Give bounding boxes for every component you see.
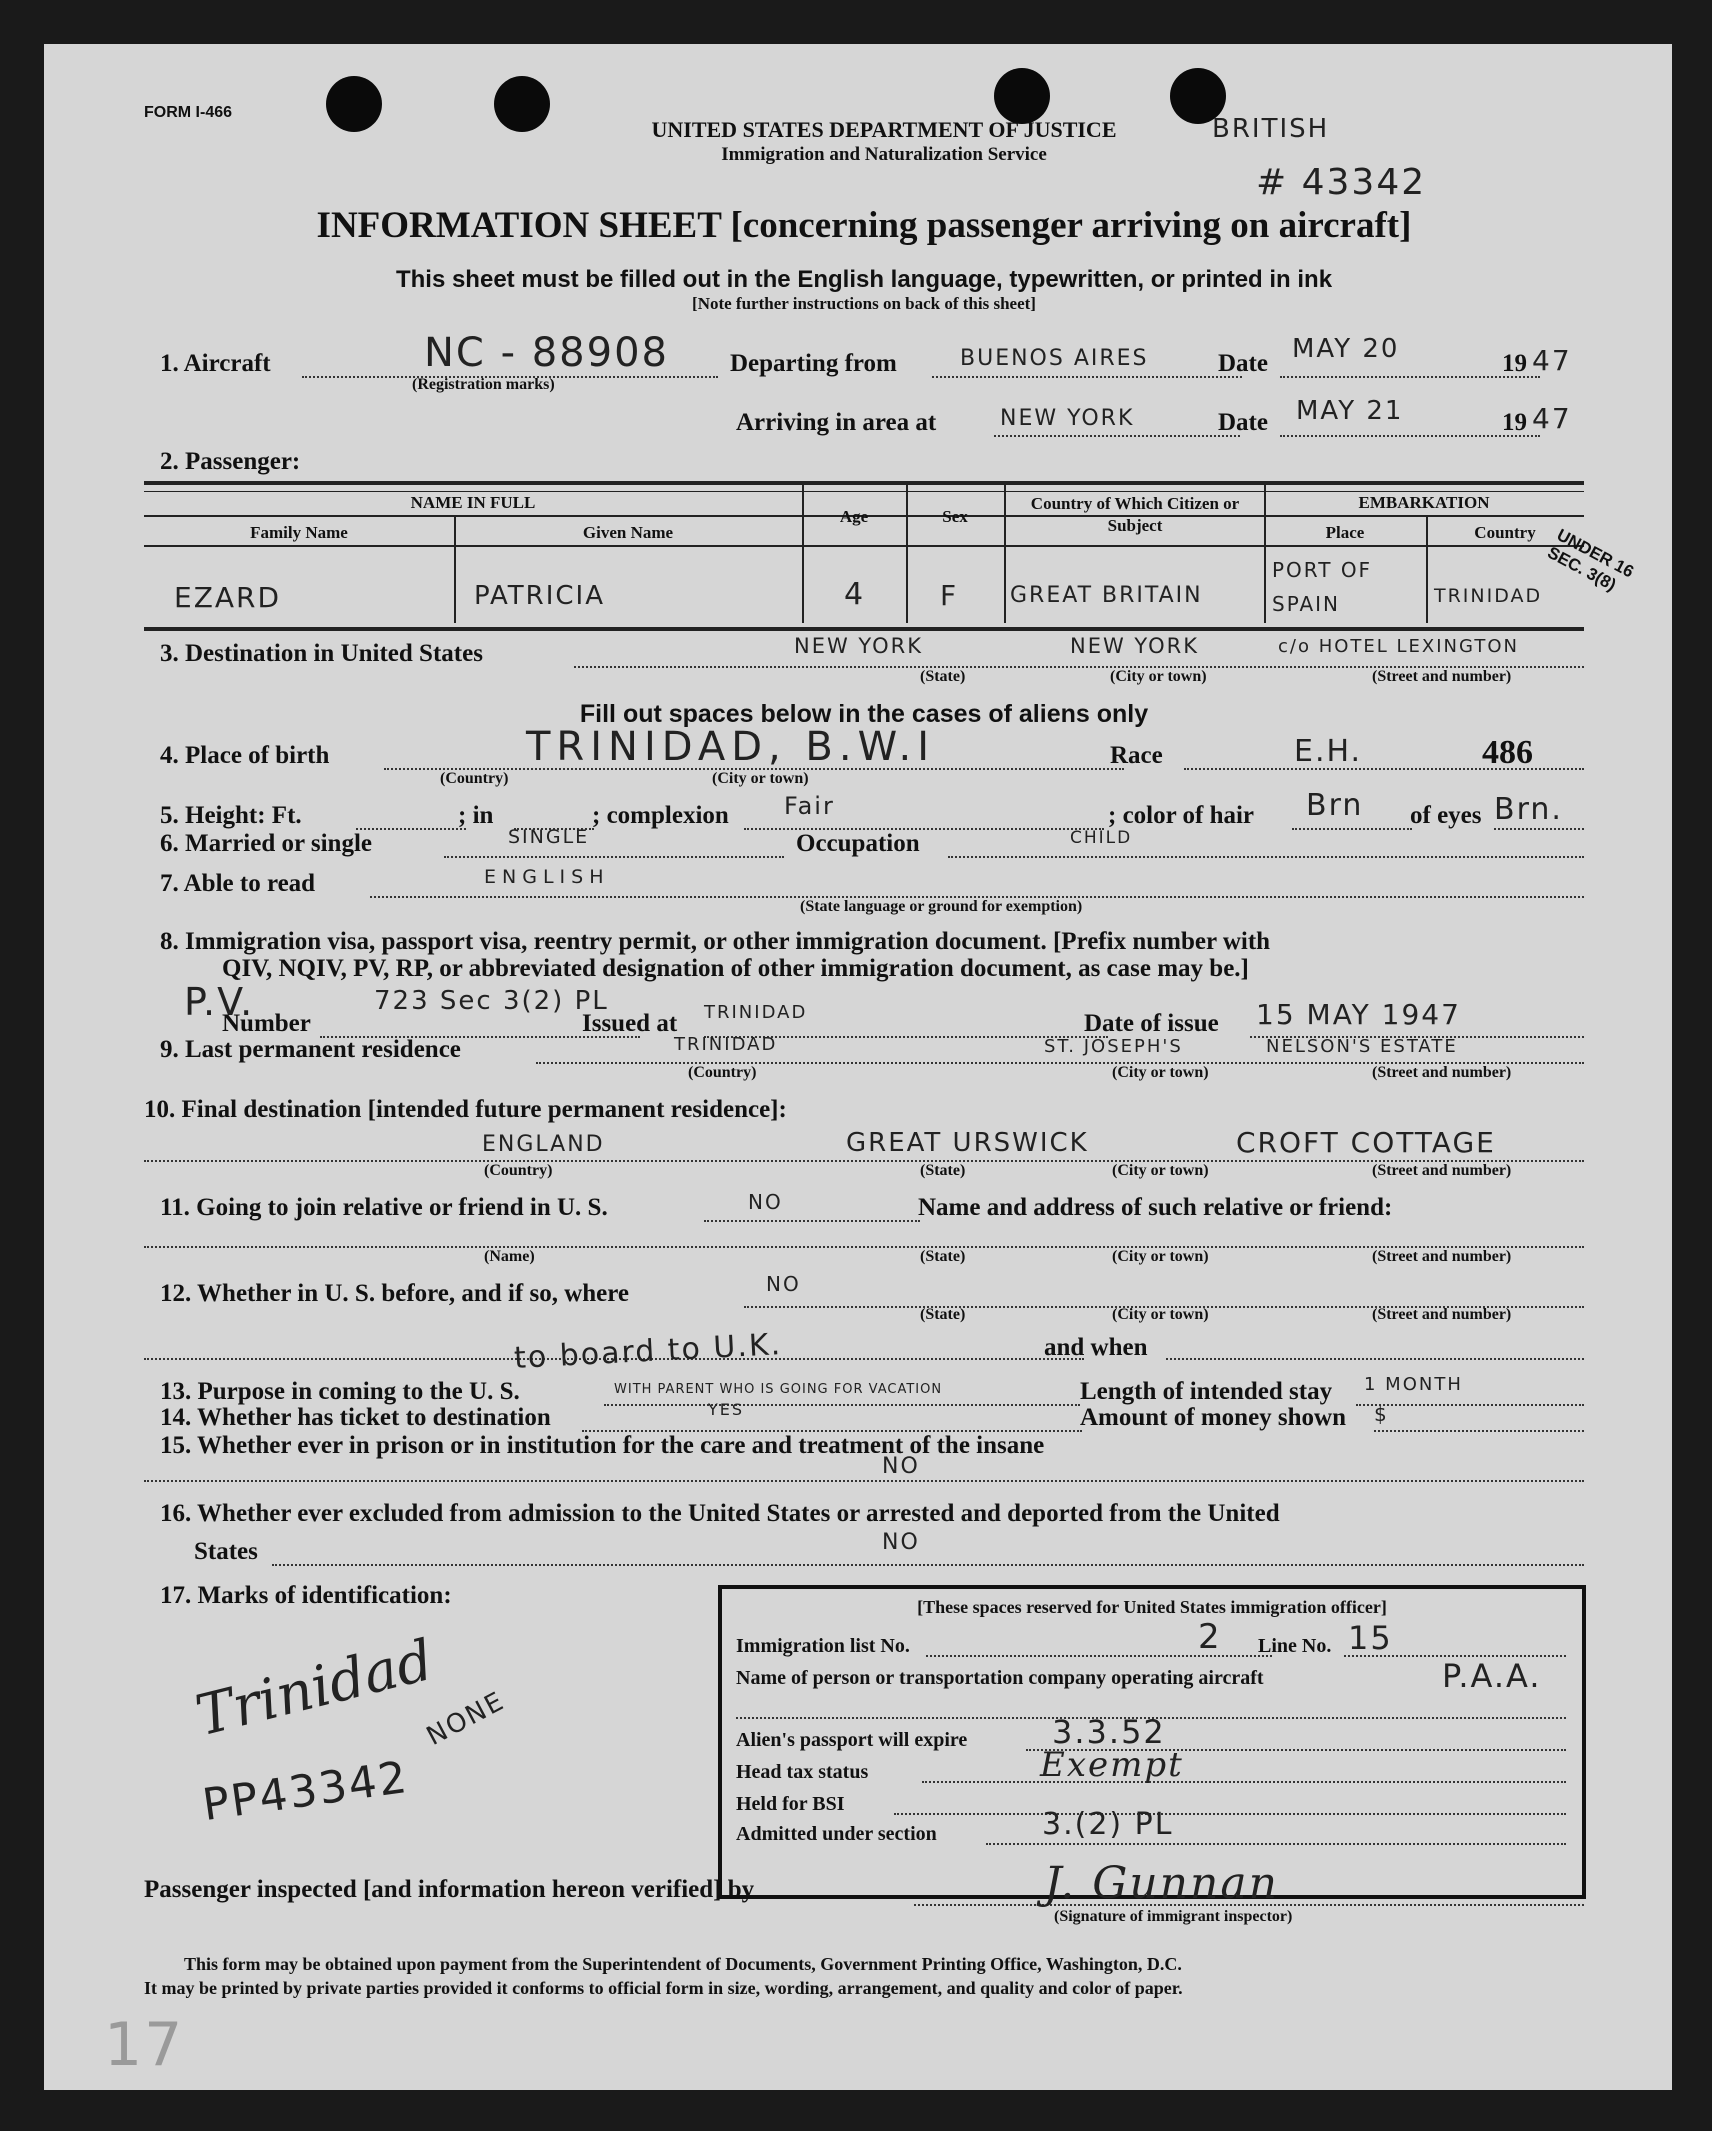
company-value: P.A.A.: [1442, 1657, 1542, 1695]
form-number: FORM I-466: [144, 104, 233, 121]
married-label: 6. Married or single: [160, 830, 372, 857]
passport-value: 3.3.52: [1052, 1713, 1166, 1751]
residence-caption-country: (Country): [688, 1064, 757, 1081]
before-label: 12. Whether in U. S. before, and if so, where: [160, 1280, 629, 1307]
list-value: 2: [1198, 1617, 1222, 1657]
inspected-label: Passenger inspected [and information hereon verified] by: [144, 1876, 755, 1903]
read-label: 7. Able to read: [160, 870, 316, 897]
occupation-label: Occupation: [796, 830, 920, 857]
residence-label: 9. Last permanent residence: [160, 1036, 461, 1063]
read-caption: (State language or ground for exemption): [800, 898, 1083, 915]
race-code: 486: [1482, 734, 1533, 771]
departing-label: Departing from: [730, 350, 897, 377]
registration-caption: (Registration marks): [412, 376, 555, 393]
under-16-stamp: UNDER 16 SEC. 3(8): [1544, 525, 1637, 595]
money-value: $: [1374, 1402, 1389, 1426]
footer-line-2: It may be printed by private parties provided it conforms to official form in size, wording, arrangement, and quality and color of paper.: [144, 1978, 1183, 1998]
headtax-label: Head tax status: [736, 1761, 869, 1783]
final-dest-caption-state: (State): [920, 1162, 966, 1179]
birth-caption-city: (City or town): [712, 770, 809, 787]
age-value: 4: [844, 577, 866, 612]
departing-year-prefix: 19: [1502, 350, 1527, 377]
eyes-value: Brn.: [1494, 792, 1563, 827]
race-label: Race: [1110, 742, 1163, 769]
join-label: 11. Going to join relative or friend in U. S.: [160, 1194, 608, 1221]
final-dest-state: GREAT URSWICK: [846, 1128, 1089, 1158]
information-sheet: [44, 44, 1672, 2090]
arriving-year: 47: [1532, 402, 1572, 435]
caption-state: (State): [920, 668, 966, 685]
money-label: Amount of money shown: [1080, 1404, 1347, 1431]
visa-issued-label: Issued at: [582, 1010, 678, 1037]
header-sex: Sex: [942, 507, 968, 526]
bsi-label: Held for BSI: [736, 1793, 845, 1815]
arriving-value: NEW YORK: [1000, 406, 1135, 431]
caption-street: (Street and number): [1372, 668, 1512, 685]
join-name-address-label: Name and address of such relative or friend:: [918, 1194, 1393, 1221]
hair-value: Brn: [1306, 788, 1364, 823]
header-age: Age: [839, 507, 869, 526]
signature-caption: (Signature of immigrant inspector): [1054, 1908, 1293, 1925]
arriving-year-prefix: 19: [1502, 409, 1527, 436]
hair-label: ; color of hair: [1108, 802, 1255, 829]
before-caption-city: (City or town): [1112, 1306, 1209, 1323]
headtax-value: Exempt: [1040, 1745, 1184, 1785]
punch-hole: [494, 76, 550, 132]
departing-date-value: MAY 20: [1292, 334, 1400, 364]
inspector-signature: J. Gunnan: [1044, 1858, 1279, 1909]
visa-label: 8. Immigration visa, passport visa, reentry permit, or other immigration document. [Prefix number with: [160, 928, 1271, 955]
excluded-value: NO: [882, 1530, 920, 1555]
stay-value: 1 MONTH: [1364, 1374, 1463, 1395]
purpose-label: 13. Purpose in coming to the U. S.: [160, 1378, 520, 1405]
join-value: NO: [748, 1190, 783, 1214]
marks-handwritten-trinidad: Trinidad: [189, 1627, 440, 1750]
marks-handwritten-pp: PP43342: [199, 1751, 412, 1832]
prison-value: NO: [882, 1454, 920, 1479]
purpose-scribble: to board to U.K.: [513, 1327, 783, 1376]
departing-date-label: Date: [1218, 350, 1268, 377]
eyes-label: of eyes: [1410, 802, 1482, 829]
join-caption-street: (Street and number): [1372, 1248, 1512, 1265]
birth-value: TRINIDAD, B.W.I: [526, 724, 936, 770]
purpose-value: WITH PARENT WHO IS GOING FOR VACATION: [614, 1382, 943, 1397]
header-family-name: Family Name: [250, 523, 348, 542]
residence-street: NELSON'S ESTATE: [1266, 1036, 1458, 1057]
birth-caption-country: (Country): [440, 770, 509, 787]
passenger-label: 2. Passenger:: [160, 448, 301, 475]
inches-label: ; in: [458, 802, 494, 829]
occupation-value: CHILD: [1070, 828, 1133, 848]
header-embarkation: EMBARKATION: [1358, 493, 1490, 512]
final-dest-caption-street: (Street and number): [1372, 1162, 1512, 1179]
header-name-in-full: NAME IN FULL: [410, 493, 536, 512]
destination-city: NEW YORK: [1070, 634, 1199, 658]
header-place: Place: [1325, 523, 1365, 542]
married-value: SINGLE: [508, 826, 590, 848]
visa-number-value: 723 Sec 3(2) PL: [374, 986, 609, 1016]
birth-label: 4. Place of birth: [160, 742, 330, 769]
final-dest-street: CROFT COTTAGE: [1236, 1126, 1496, 1159]
excluded-label-2: States: [194, 1538, 258, 1565]
company-label: Name of person or transportation company operating aircraft: [736, 1667, 1264, 1689]
join-caption-city: (City or town): [1112, 1248, 1209, 1265]
destination-street: c/o HOTEL LEXINGTON: [1278, 636, 1519, 657]
complexion-label: ; complexion: [592, 802, 729, 829]
final-dest-country: ENGLAND: [482, 1132, 605, 1157]
handwritten-nationality: BRITISH: [1212, 114, 1330, 144]
handwritten-case-number: # 43342: [1256, 162, 1427, 203]
line-value: 15: [1348, 1619, 1393, 1657]
officer-box-title: [These spaces reserved for United States immigration officer]: [917, 1597, 1387, 1617]
and-when-label: and when: [1044, 1334, 1148, 1361]
final-destination-label: 10. Final destination [intended future permanent residence]:: [144, 1096, 787, 1123]
visa-date-label: Date of issue: [1084, 1010, 1219, 1037]
departing-year: 47: [1532, 344, 1572, 377]
prison-label: 15. Whether ever in prison or in institution for the care and treatment of the insane: [160, 1432, 1045, 1459]
aircraft-label: 1. Aircraft: [160, 350, 271, 377]
punch-hole: [326, 76, 382, 132]
passenger-table: [144, 481, 1584, 631]
admitted-label: Admitted under section: [736, 1823, 937, 1845]
embark-country-value: TRINIDAD: [1434, 585, 1543, 607]
line-label: Line No.: [1258, 1635, 1332, 1657]
excluded-label: 16. Whether ever excluded from admission to the United States or arrested and deported from the United: [160, 1500, 1280, 1527]
footer-line-1: This form may be obtained upon payment from the Superintendent of Documents, Government Printing Office, Washington, D.C.: [184, 1954, 1182, 1974]
stay-label: Length of intended stay: [1080, 1378, 1333, 1405]
race-value: E.H.: [1294, 734, 1363, 769]
arriving-date-value: MAY 21: [1296, 396, 1404, 426]
visa-issued-value: TRINIDAD: [704, 1002, 808, 1023]
list-label: Immigration list No.: [736, 1635, 910, 1657]
ticket-value: YES: [708, 1400, 745, 1419]
header-country-citizen: Country of Which Citizen or Subject: [1030, 494, 1240, 535]
department-heading: UNITED STATES DEPARTMENT OF JUSTICE: [651, 117, 1117, 142]
header-given-name: Given Name: [582, 523, 674, 542]
aircraft-registration: NC - 88908: [424, 330, 669, 376]
read-value: ENGLISH: [484, 866, 610, 888]
residence-city: ST. JOSEPH'S: [1044, 1036, 1183, 1057]
page-title: INFORMATION SHEET [concerning passenger arriving on aircraft]: [316, 205, 1412, 246]
embark-place-value: PORT OF SPAIN: [1272, 558, 1373, 616]
passport-label: Alien's passport will expire: [736, 1729, 968, 1751]
punch-hole: [994, 68, 1050, 124]
destination-label: 3. Destination in United States: [160, 640, 483, 667]
before-caption-street: (Street and number): [1372, 1306, 1512, 1323]
final-dest-caption-country: (Country): [484, 1162, 553, 1179]
visa-prefix: P.V.: [184, 980, 255, 1024]
visa-label-2: QIV, NQIV, PV, RP, or abbreviated designation of other immigration document, as case may be.]: [222, 955, 1249, 982]
join-caption-state: (State): [920, 1248, 966, 1265]
marks-label: 17. Marks of identification:: [160, 1582, 452, 1609]
family-name-value: EZARD: [174, 581, 282, 614]
visa-date-value: 15 MAY 1947: [1256, 998, 1461, 1031]
marks-handwritten-none: NONE: [421, 1686, 510, 1752]
residence-caption-street: (Street and number): [1372, 1064, 1512, 1081]
residence-country: TRINIDAD: [674, 1034, 778, 1055]
arriving-label: Arriving in area at: [736, 409, 937, 436]
final-dest-caption-city: (City or town): [1112, 1162, 1209, 1179]
height-label: 5. Height: Ft.: [160, 802, 302, 829]
visa-number-label: Number: [222, 1010, 311, 1037]
before-value: NO: [766, 1272, 801, 1296]
corner-mark: 17: [104, 2010, 185, 2080]
admitted-value: 3.(2) PL: [1042, 1807, 1174, 1842]
before-caption-state: (State): [920, 1306, 966, 1323]
sex-value: F: [940, 579, 959, 612]
ticket-label: 14. Whether has ticket to destination: [160, 1404, 551, 1431]
arriving-date-label: Date: [1218, 409, 1268, 436]
officer-box: [718, 1585, 1586, 1899]
join-caption-name: (Name): [484, 1248, 535, 1265]
instruction: This sheet must be filled out in the English language, typewritten, or printed in ink: [395, 266, 1333, 293]
service-heading: Immigration and Naturalization Service: [721, 144, 1047, 165]
residence-caption-city: (City or town): [1112, 1064, 1209, 1081]
departing-value: BUENOS AIRES: [960, 346, 1149, 371]
citizen-value: GREAT BRITAIN: [1010, 583, 1203, 608]
header-country: Country: [1474, 523, 1536, 542]
aliens-only-heading: Fill out spaces below in the cases of aliens only: [579, 700, 1149, 728]
destination-state: NEW YORK: [794, 634, 923, 658]
given-name-value: PATRICIA: [474, 581, 606, 611]
caption-city: (City or town): [1110, 668, 1207, 685]
instruction-note: [Note further instructions on back of this sheet]: [692, 294, 1036, 313]
complexion-value: Fair: [784, 792, 835, 820]
